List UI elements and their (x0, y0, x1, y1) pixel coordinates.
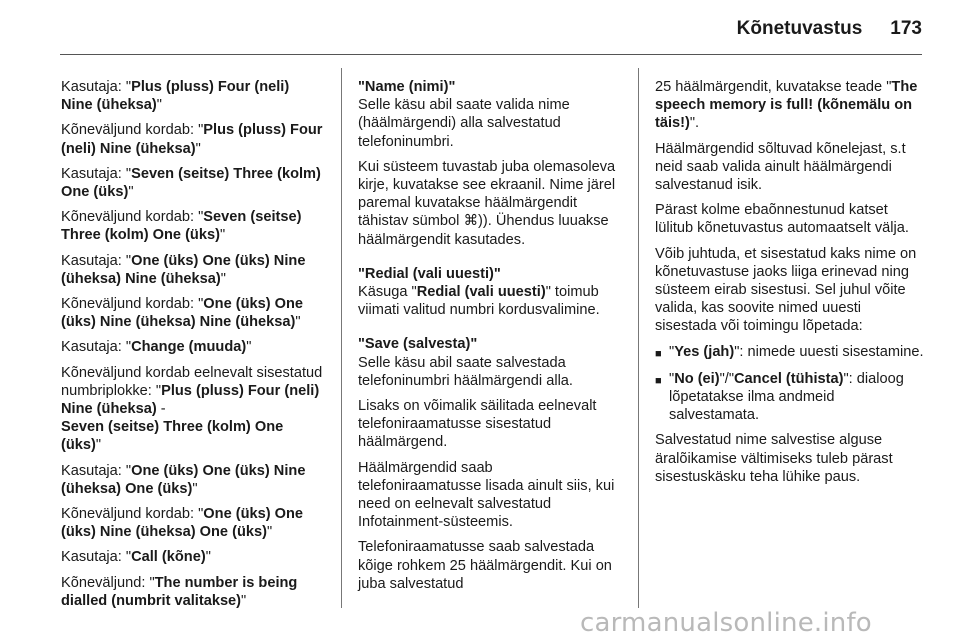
save-heading: "Save (salvesta)" (358, 336, 478, 353)
dialog-line: Seven (seitse) Three (kolm) One (üks)" (61, 419, 284, 454)
column-3 (655, 78, 925, 493)
dialog-line: Kõneväljund kordab eelnevalt sisestatud numbriplokke: "Plus (pluss) Four (neli) Nine (üheksa) - (61, 364, 323, 418)
name-heading: "Name (nimi)" Selle käsu abil saate valida nime (häälmärgendi) alla salvestatud telefoninumbri. (358, 79, 570, 150)
dialog-line: Kõneväljund kordab: "One (üks) One (üks) Nine (üheksa) One (üks)" (61, 506, 304, 541)
bullet-no-cancel: ■ "No (ei)"/"Cancel (tühista)": dialoog lõpetatakse ilma andmeid salvestamata. (655, 370, 904, 424)
bullet-square-icon: ■ (655, 374, 662, 387)
bullet-yes: ■ "Yes (jah)": nimede uuesti sisestamine. (655, 343, 925, 363)
name-paragraph: Kui süsteem tuvastab juba olemasoleva kirje, kuvatakse see ekraanil. Nime järel paremal kuvatakse häälmärgendit tähistav sümbol ⌘)). Ühendus luuakse häälmärgendit kasutades. (358, 158, 616, 248)
column-divider-2 (638, 68, 639, 608)
bullet-square-icon: ■ (655, 347, 662, 360)
column-2 (358, 78, 620, 600)
column-divider-1 (341, 68, 342, 608)
failure-paragraph: Pärast kolme ebaõnnestunud katset lülitub kõnetuvastus automaatselt välja. (655, 202, 909, 237)
dialog-line: Kõneväljund kordab: "Plus (pluss) Four (neli) Nine (üheksa)" (61, 122, 323, 157)
page-number: 173 (890, 18, 922, 39)
save-paragraph-3: Häälmärgendid saab telefoniraamatusse lisada ainult siis, kui need on eelnevalt salvestatud Infotainment-süsteemis. (358, 459, 615, 531)
dialog-line: Kõneväljund kordab: "Seven (seitse) Three (kolm) One (üks)" (61, 209, 302, 244)
header-rule (60, 54, 922, 55)
watermark: carmanualsonline.info (580, 608, 872, 638)
save-paragraph-4: Telefoniraamatusse saab salvestada kõige rohkem 25 häälmärgendit. Kui on juba salvestatud (358, 539, 612, 592)
dialog-line: Kasutaja: "Change (muuda)" (61, 339, 252, 356)
dialog-line: Kasutaja: "Call (kõne)" (61, 549, 211, 566)
dialog-line: Kasutaja: "Seven (seitse) Three (kolm) One (üks)" (61, 165, 321, 201)
redial-heading: "Redial (vali uuesti)" (358, 265, 501, 282)
memory-full-paragraph: 25 häälmärgendit, kuvatakse teade "The speech memory is full! (kõnemälu on täis!)". (655, 79, 918, 132)
dialog-line: Kõneväljund: "The number is being dialled (numbrit valitakse)" (61, 574, 298, 609)
dialog-line: Kasutaja: "Plus (pluss) Four (neli) Nine (üheksa)" (61, 79, 290, 114)
section-title: Kõnetuvastus (736, 18, 863, 39)
redial-section: "Redial (vali uuesti)" Käsuga "Redial (vali uuesti)" toimub viimati valitud numbri kordusvalimine. (358, 265, 600, 319)
save-paragraph-2: Lisaks on võimalik säilitada eelnevalt telefoniraamatusse sisestatud häälmärgend. (358, 398, 597, 451)
dialog-line: Kasutaja: "One (üks) One (üks) Nine (üheksa) Nine (üheksa)" (61, 252, 306, 287)
mismatch-paragraph: Võib juhtuda, et sisestatud kaks nime on kõnetuvastuse jaoks liiga erinevad ning süsteem eirab sisestusi. Sel juhul võite valida, kas soovite nimed uuesti sisestada või toimingu lõpetada: (655, 245, 917, 335)
pause-paragraph: Salvestatud nime salvestise alguse äralõikamise vältimiseks tuleb pärast sisestuskäsku teha lühike paus. (655, 432, 893, 485)
column-1 (61, 78, 323, 617)
speaker-paragraph: Häälmärgendid sõltuvad kõnelejast, s.t neid saab valida ainult häälmärgendi salvestanud isik. (655, 140, 906, 194)
dialog-line: Kõneväljund kordab: "One (üks) One (üks) Nine (üheksa) Nine (üheksa)" (61, 296, 304, 331)
save-section: "Save (salvesta)" Selle käsu abil saate salvestada telefoninumbri häälmärgendi alla. (358, 336, 573, 389)
page-header (737, 18, 922, 40)
dialog-line: Kasutaja: "One (üks) One (üks) Nine (üheksa) One (üks)" (61, 462, 306, 497)
